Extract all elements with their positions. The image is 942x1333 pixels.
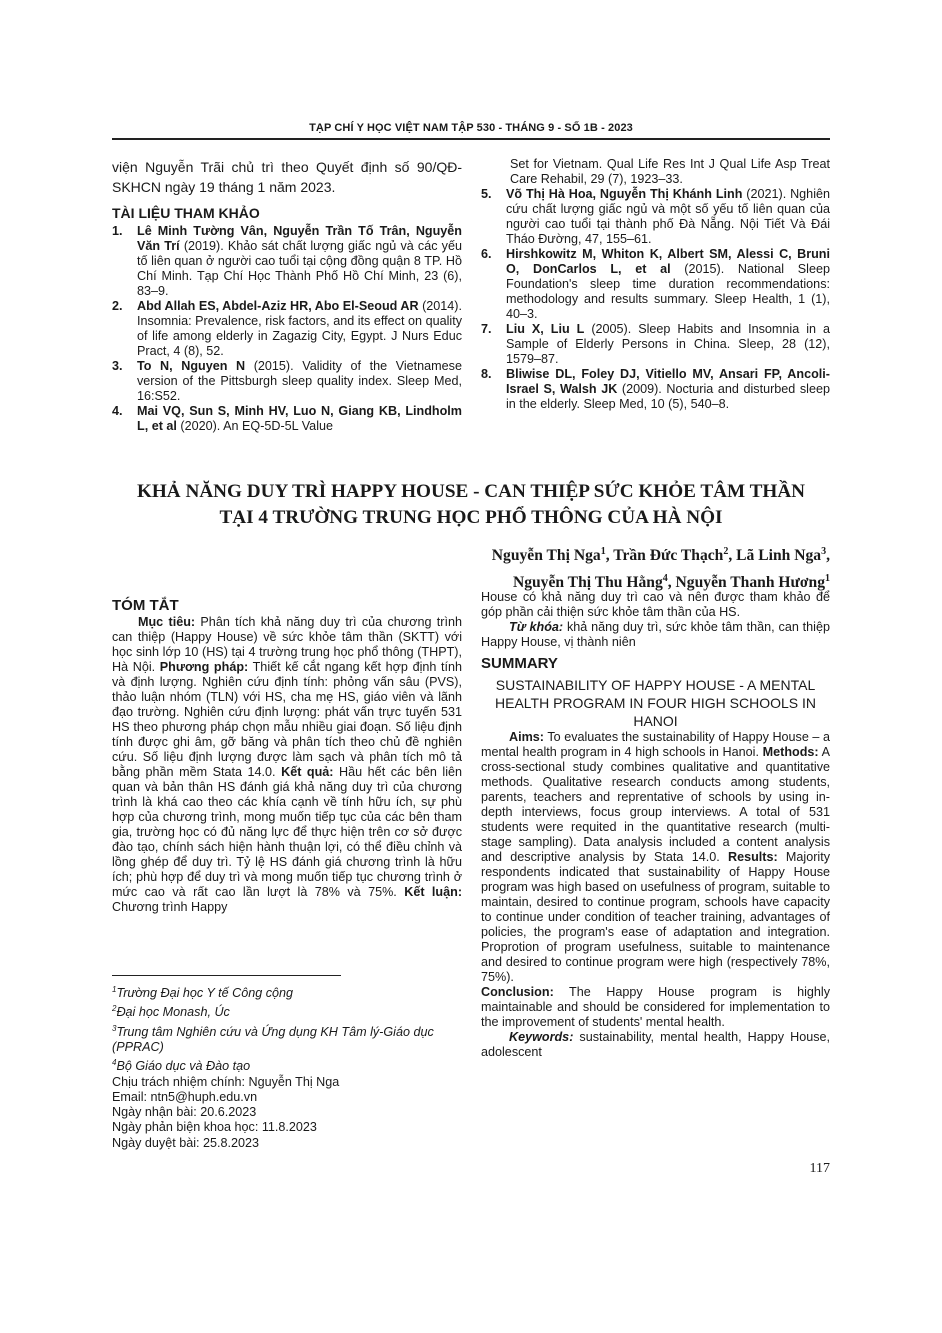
running-head: TẠP CHÍ Y HỌC VIỆT NAM TẬP 530 - THÁNG 9 - SỐ 1B - 2023 <box>309 122 633 134</box>
reference-item: 5. Võ Thị Hà Hoa, Nguyễn Thị Khánh Linh (2021). Nghiên cứu chất lượng giấc ngủ và một số yếu tố liên quan của người cao tuổi tại thành phố Đà Nẵng. Nội Tiết Và Đái Tháo Đường, 47, 155–61. <box>481 187 830 246</box>
keywords-en: Keywords: sustainability, mental health, Happy House, adolescent <box>481 1030 830 1059</box>
header-rule <box>112 138 830 140</box>
references-list-left <box>112 224 462 434</box>
reference-item: 6. Hirshkowitz M, Whiton K, Albert SM, Alessi C, Bruni O, DonCarlos L, et al (2015). National Sleep Foundation's sleep time duration recommendations: methodology and results summary. Sleep Health, 1 (1), 40–3. <box>481 247 830 321</box>
funding-text: viện Nguyễn Trãi chủ trì theo Quyết định số 90/QĐ-SKHCN ngày 19 tháng 1 năm 2023. <box>112 159 462 195</box>
reference-continuation: Set for Vietnam. Qual Life Res Int J Qual Life Asp Treat Care Rehabil, 29 (7), 1923–33. <box>510 157 830 186</box>
summary-body: Aims: To evaluates the sustainability of Happy House – a mental health program in 4 high schools in Hanoi. Methods: A cross-sectional study combines qualitative and quantitative methods. Qualitative research conducts among students, parents, teachers and reprentative of schools by using in-depth interviews, focus group interviews. A total of 531 students were requited in the quantitative research (multi-stage sampling). Data analysis included a content analysis and descriptive analysis by Stata 14.0. Results: Majority respondents indicated that sustainability of Happy House program was high based on usefulness of program, suitable to maintain, desired to continue program, schools have capacity to continue under condition of teacher training, advantages of policies, the program's ease of adaptation and integration. Proprotion of program usefulness, suitable to maintenance and desired to continue program were high (respectively 78%, 75%). <box>481 730 830 984</box>
references-heading: TÀI LIỆU THAM KHẢO <box>112 205 260 221</box>
abstract-vi <box>112 597 462 915</box>
article-title <box>112 479 830 531</box>
footnote-rule <box>112 975 341 976</box>
article-title-line-1: KHẢ NĂNG DUY TRÌ HAPPY HOUSE - CAN THIỆP SỨC KHỎE TÂM THẦN <box>136 481 806 502</box>
page-number: 117 <box>809 1161 830 1176</box>
reference-item: 4. Mai VQ, Sun S, Minh HV, Luo N, Giang KB, Lindholm L, et al (2020). An EQ-5D-5L Value <box>112 404 462 433</box>
summary-conclusion: Conclusion: The Happy House program is highly maintainable and should be considered for implementation to the improvement of students' mental health. <box>481 985 830 1029</box>
footnote-4: $^4$Bộ Giáo dục và Đào tạo <box>112 1058 251 1074</box>
summary-column <box>481 590 830 1060</box>
reference-item: 1. Lê Minh Tường Vân, Nguyễn Trần Tố Trân, Nguyễn Văn Trí (2019). Khảo sát chất lượng giấc ngủ và các yếu tố liên quan ở người cao tuổi tại cộng đồng quận 8 TP. Hồ Chí Minh. Tạp Chí Học Thành Phố Hồ Chí Minh, 23 (6), 83–9. <box>112 224 462 298</box>
authors-block <box>330 540 830 594</box>
authors-line-1: Nguyễn Thị Nga$^1$, Trần Đức Thạch$^2$, Lã Linh Nga$^3$, <box>491 546 830 565</box>
top-left-column <box>112 157 462 434</box>
keywords-vi: Từ khóa: khả năng duy trì, sức khỏe tâm thần, can thiệp Happy House, vị thành niên <box>481 620 830 649</box>
accepted-date: Ngày duyệt bài: 25.8.2023 <box>112 1135 260 1150</box>
reference-item: 7. Liu X, Liu L (2005). Sleep Habits and Insomnia in a Sample of Elderly Persons in China. Sleep, 28 (12), 1579–87. <box>481 322 830 366</box>
footnotes <box>112 982 462 1151</box>
abstract-heading: TÓM TẮT <box>112 597 179 614</box>
article-title-line-2: TẠI 4 TRƯỜNG TRUNG HỌC PHỔ THÔNG CỦA HÀ NỘI <box>219 507 723 528</box>
reference-item: 2. Abd Allah ES, Abdel-Aziz HR, Abo El-Seoud AR (2014). Insomnia: Prevalence, risk factors, and its effect on quality of life among elderly in Zagazig City, Egypt. J Nurs Educ Pract, 4 (8), 52. <box>112 299 462 358</box>
summary-heading: SUMMARY <box>481 655 558 672</box>
footnote-2: $^2$Đại học Monash, Úc <box>112 1004 230 1020</box>
footnote-1: $^1$Trường Đại học Y tế Công cộng <box>112 985 294 1001</box>
authors-line-2: Nguyễn Thị Thu Hằng$^4$, Nguyễn Thanh Hương$^1$ <box>512 573 830 592</box>
corresponding-author: Chịu trách nhiệm chính: Nguyễn Thị Nga <box>112 1074 340 1089</box>
abstract-body: Mục tiêu: Phân tích khả năng duy trì của chương trình can thiệp (Happy House) về sức khỏe tâm thần (SKTT) với học sinh lớp 10 (HS) tại 4 trường trung học phổ thông (THPT), Hà Nội. Phương pháp: Thiết kế cắt ngang kết hợp định tính và định lượng. Nghiên cứu định tính: phỏng vấn sâu (PVS), thảo luận nhóm (TLN) với HS, cha mẹ HS, giáo viên và lãnh đạo trường. Nghiên cứu định lượng: phát vấn trực tuyến 531 HS theo phương pháp chọn mẫu nhiều giai đoạn. Số liệu định tính được ghi âm, gỡ băng và phân tích theo chủ đề nghiên cứu. Số liệu định lượng được làm sạch và phân tích mô tả bằng phần mềm Stata 14.0. Kết quả: Hầu hết các bên liên quan và bản thân HS đánh giá khả năng duy trì của chương trình là khá cao theo các khía cạnh về tính hữu ích, sự phù hợp của chương trình, mong muốn tiếp tục của các bên tham gia, trường học có đủ năng lực để thực hiện trên cơ sở được đào tạo, chính sách hiện hành thuận lợi, có thể điều chỉnh và lồng ghép để duy trì. Tỷ lệ HS đánh giá chương trình là hữu ích; phù hợp để duy trì và mong muốn tiếp tục chương trình ở mức cao và rất cao lần lượt là 78% và 75%. Kết luận: Chương trình Happy <box>112 615 463 914</box>
abstract-continuation: House có khả năng duy trì cao và nên được tham khảo để góp phần cải thiện sức khỏe tâm thần của HS. <box>481 590 830 619</box>
summary-title: SUSTAINABILITY OF HAPPY HOUSE - A MENTAL HEALTH PROGRAM IN FOUR HIGH SCHOOLS IN HANOI <box>495 677 816 729</box>
references-list-right <box>481 187 830 412</box>
email: Email: ntn5@huph.edu.vn <box>112 1089 258 1104</box>
received-date: Ngày nhận bài: 20.6.2023 <box>112 1105 257 1120</box>
reference-item: 8. Bliwise DL, Foley DJ, Vitiello MV, Ansari FP, Ancoli-Israel S, Walsh JK (2009). Nocturia and disturbed sleep in the elderly. Sleep Med, 10 (5), 540–8. <box>481 367 830 411</box>
footnote-3: $^3$Trung tâm Nghiên cứu và Ứng dụng KH Tâm lý-Giáo dục (PPRAC) <box>112 1023 434 1055</box>
reviewed-date: Ngày phản biện khoa học: 11.8.2023 <box>112 1120 317 1135</box>
top-right-column <box>481 157 830 412</box>
reference-item: 3. To N, Nguyen N (2015). Validity of the Vietnamese version of the Pittsburgh sleep quality index. Sleep Med, 16:S52. <box>112 359 462 403</box>
